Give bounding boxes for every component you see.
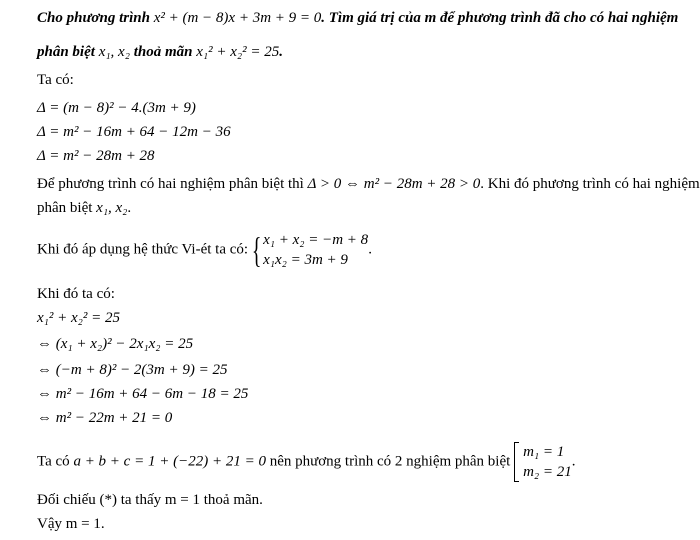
problem-roots: x₁, x₂ <box>98 44 130 60</box>
solution-intro: Ta có: <box>37 72 74 88</box>
delta-line-3: Δ = m² − 28m + 28 <box>37 148 155 164</box>
step-2: ⇔ (x₁ + x₂)² − 2x₁x₂ = 25 <box>37 336 194 352</box>
roots-system <box>514 442 572 482</box>
abc-prefix: Ta có <box>37 453 74 470</box>
vieta-prefix: Khi đó áp dụng hệ thức Vi-ét ta có: <box>37 241 252 258</box>
abc-suffix: . <box>571 453 576 470</box>
compare-line: Đối chiếu (*) ta thấy m = 1 thoả mãn. <box>37 492 263 508</box>
vieta-system <box>252 230 368 270</box>
problem-equation: x² + (m − 8)x + 3m + 9 = 0 <box>153 10 322 26</box>
root-row-2: m₂ = 21 <box>523 464 572 480</box>
problem-line-2 <box>37 42 283 62</box>
problem-line-1 <box>37 8 678 28</box>
abc-mid: nên phương trình có 2 nghiệm phân biệt <box>265 453 515 470</box>
abc-line <box>37 442 575 482</box>
condition-math: Δ > 0 ⇔ m² − 28m + 28 > 0 <box>307 176 481 192</box>
problem-end: . <box>279 44 283 60</box>
step-3: ⇔ (−m + 8)² − 2(3m + 9) = 25 <box>37 362 228 378</box>
problem-condition: x₁² + x₂² = 25 <box>196 44 280 60</box>
condition-line-1 <box>37 174 700 194</box>
problem-prefix: Cho phương trình <box>37 10 154 26</box>
condition-prefix: Để phương trình có hai nghiệm phân biệt thì <box>37 176 308 192</box>
condition-line2-math: x₁, x₂ <box>96 200 128 216</box>
vieta-rows <box>263 230 368 270</box>
roots-bracket <box>514 442 519 482</box>
step-5: ⇔ m² − 22m + 21 = 0 <box>37 410 173 426</box>
delta-line-2: Δ = m² − 16m + 64 − 12m − 36 <box>37 124 231 140</box>
abc-math: a + b + c = 1 + (−22) + 21 = 0 <box>73 453 266 470</box>
root-row-1: m₁ = 1 <box>523 444 565 460</box>
vieta-line <box>37 230 372 270</box>
vieta-row-1: x₁ + x₂ = −m + 8 <box>263 232 369 248</box>
step-4: ⇔ m² − 16m + 64 − 6m − 18 = 25 <box>37 386 249 402</box>
condition-line-2 <box>37 198 131 218</box>
condition-suffix: . Khi đó phương trình có hai nghiệm <box>480 176 700 192</box>
problem-question: . Tìm giá trị của m để phương trình đã cho có hai nghiệm <box>321 10 679 26</box>
step-1: x₁² + x₂² = 25 <box>37 310 120 326</box>
delta-line-1: Δ = (m − 8)² − 4.(3m + 9) <box>37 100 196 116</box>
condition-line2-suffix: . <box>127 200 132 216</box>
vieta-brace: { <box>251 230 262 270</box>
problem-prefix-2: phân biệt <box>37 44 99 60</box>
vieta-suffix: . <box>368 241 372 258</box>
answer-line: Vậy m = 1. <box>37 516 105 532</box>
problem-mid: thoả mãn <box>129 44 197 60</box>
then-line: Khi đó ta có: <box>37 286 115 302</box>
vieta-row-2: x₁x₂ = 3m + 9 <box>263 252 348 268</box>
roots-rows <box>523 442 572 482</box>
condition-line2-prefix: phân biệt <box>37 200 97 216</box>
